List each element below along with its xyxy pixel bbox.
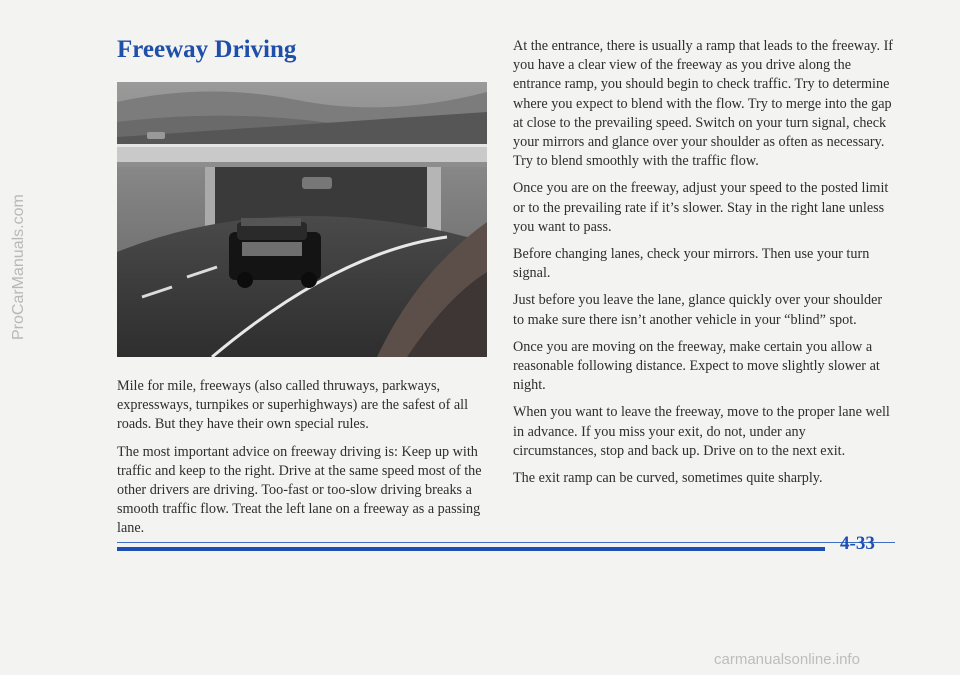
paragraph: Mile for mile, freeways (also called thruways, parkways, expressways, turnpikes or superhighways) are the safest of all roads. But they have their own special rules. bbox=[117, 378, 469, 433]
paragraph: Once you are moving on the freeway, make certain you allow a reasonable following distance. Expect to move slightly slower at night. bbox=[513, 338, 880, 394]
paragraph: When you want to leave the freeway, move to the proper lane well in advance. If you miss your exit, do not, under any circumstances, stop and back up. Drive on to the next exit. bbox=[513, 404, 890, 459]
right-column bbox=[513, 37, 893, 496]
footer-rule-thick bbox=[117, 547, 825, 551]
side-watermark: ProCarManuals.com bbox=[10, 194, 27, 340]
paragraph: The exit ramp can be curved, sometimes quite sharply. bbox=[513, 470, 823, 487]
left-column bbox=[117, 377, 497, 547]
page-number: 4-33 bbox=[840, 533, 875, 554]
bottom-watermark: carmanualsonline.info bbox=[714, 651, 860, 668]
paragraph: Once you are on the freeway, adjust your speed to the posted limit or to the prevailing rate if it’s slower. Stay in the right lane unless you want to pass. bbox=[513, 180, 889, 235]
paragraph: At the entrance, there is usually a ramp that leads to the freeway. If you have a clear view of the freeway as you drive along the entrance ramp, you should begin to check traffic. Try to determine where you expect to blend with the flow. Try to merge into the gap at close to the prevailing speed. Switch on your turn signal, check your mirrors and glance over your shoulder as often as necessary. Try to blend smoothly with the traffic flow. bbox=[513, 38, 894, 170]
paragraph: Just before you leave the lane, glance quickly over your shoulder to make sure there isn’t another vehicle in your “blind” spot. bbox=[513, 292, 883, 328]
section-heading: Freeway Driving bbox=[117, 36, 297, 63]
freeway-photo bbox=[117, 82, 487, 357]
footer-rule-thin bbox=[117, 542, 895, 543]
paragraph: The most important advice on freeway driving is: Keep up with traffic and keep to the right. Drive at the same speed most of the other drivers are driving. Too-fast or too-slow driving breaks a smooth traffic flow. Treat the left lane on a freeway as a passing lane. bbox=[117, 443, 482, 537]
paragraph: Before changing lanes, check your mirrors. Then use your turn signal. bbox=[513, 246, 870, 282]
